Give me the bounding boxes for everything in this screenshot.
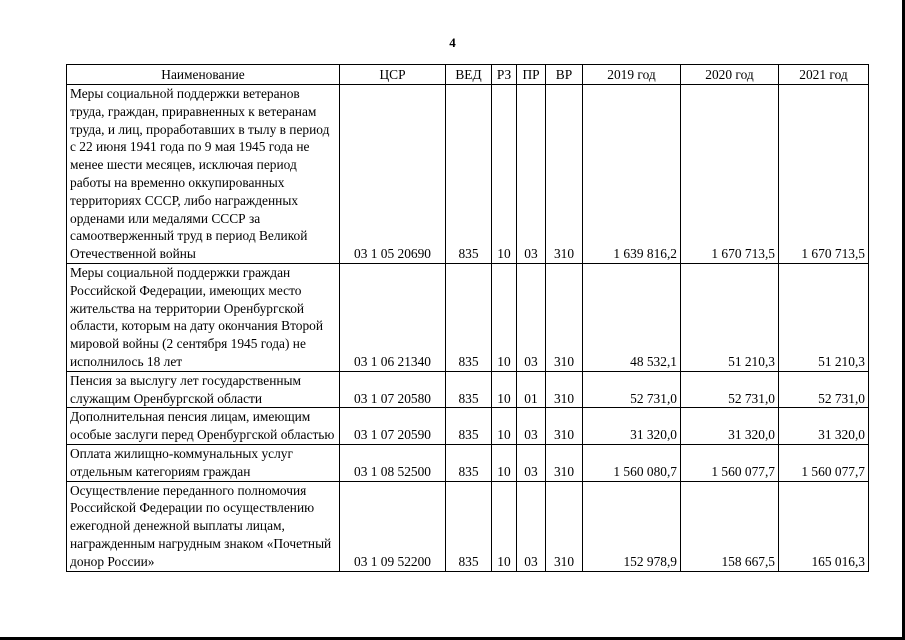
row-rz: 10 (492, 263, 517, 371)
row-vr: 310 (546, 444, 583, 481)
row-2020: 52 731,0 (681, 371, 779, 408)
table-row (67, 371, 869, 408)
budget-table (66, 64, 869, 572)
row-rz: 10 (492, 85, 517, 264)
header-row (67, 65, 869, 85)
row-2019: 152 978,9 (583, 481, 681, 571)
row-2021: 51 210,3 (779, 263, 869, 371)
header-2020: 2020 год (681, 65, 779, 85)
table-row (67, 263, 869, 371)
row-2020: 31 320,0 (681, 408, 779, 445)
row-rz: 10 (492, 408, 517, 445)
header-2021: 2021 год (779, 65, 869, 85)
row-csr: 03 1 07 20590 (340, 408, 446, 445)
header-2019: 2019 год (583, 65, 681, 85)
row-2020: 1 670 713,5 (681, 85, 779, 264)
row-rz: 10 (492, 371, 517, 408)
row-ved: 835 (446, 444, 492, 481)
row-ved: 835 (446, 263, 492, 371)
table-row (67, 408, 869, 445)
row-2021: 165 016,3 (779, 481, 869, 571)
row-2021: 52 731,0 (779, 371, 869, 408)
header-ved: ВЕД (446, 65, 492, 85)
page-number: 4 (449, 35, 456, 50)
row-ved: 835 (446, 408, 492, 445)
row-2021: 31 320,0 (779, 408, 869, 445)
row-name: Меры социальной поддержки ветеранов труда, граждан, приравненных к ветеранам труда, и лиц, проработавших в тылу в период с 22 июня 1941 года по 9 мая 1945 года не менее шести месяцев, исключая период работы на временно оккупированных территориях СССР, либо награжденных орденами или медалями СССР за самоотверженный труд в период Великой Отечественной войны (67, 85, 340, 264)
row-name: Пенсия за выслугу лет государственным служащим Оренбургской области (67, 371, 340, 408)
row-name: Дополнительная пенсия лицам, имеющим особые заслуги перед Оренбургской областью (67, 408, 340, 445)
row-csr: 03 1 08 52500 (340, 444, 446, 481)
row-ved: 835 (446, 481, 492, 571)
row-pr: 03 (517, 481, 546, 571)
row-name: Осуществление переданного полномочия Российской Федерации по осуществлению ежегодной денежной выплаты лицам, награжденным нагрудным знаком «Почетный донор России» (67, 481, 340, 571)
row-pr: 01 (517, 371, 546, 408)
row-2021: 1 560 077,7 (779, 444, 869, 481)
row-2020: 1 560 077,7 (681, 444, 779, 481)
header-vr: ВР (546, 65, 583, 85)
row-vr: 310 (546, 481, 583, 571)
row-csr: 03 1 07 20580 (340, 371, 446, 408)
row-ved: 835 (446, 371, 492, 408)
row-2021: 1 670 713,5 (779, 85, 869, 264)
row-pr: 03 (517, 444, 546, 481)
row-2019: 1 560 080,7 (583, 444, 681, 481)
header-csr: ЦСР (340, 65, 446, 85)
header-rz: РЗ (492, 65, 517, 85)
row-pr: 03 (517, 408, 546, 445)
table-row (67, 444, 869, 481)
row-csr: 03 1 06 21340 (340, 263, 446, 371)
row-vr: 310 (546, 408, 583, 445)
row-name: Оплата жилищно-коммунальных услуг отдельным категориям граждан (67, 444, 340, 481)
header-pr: ПР (517, 65, 546, 85)
row-vr: 310 (546, 263, 583, 371)
row-ved: 835 (446, 85, 492, 264)
row-2020: 158 667,5 (681, 481, 779, 571)
row-pr: 03 (517, 85, 546, 264)
row-name: Меры социальной поддержки граждан Российской Федерации, имеющих место жительства на территории Оренбургской области, которым на дату окончания Второй мировой войны (2 сентября 1945 года) не исполнилось 18 лет (67, 263, 340, 371)
table-row (67, 481, 869, 571)
row-2020: 51 210,3 (681, 263, 779, 371)
row-pr: 03 (517, 263, 546, 371)
row-csr: 03 1 09 52200 (340, 481, 446, 571)
row-2019: 52 731,0 (583, 371, 681, 408)
row-vr: 310 (546, 85, 583, 264)
row-rz: 10 (492, 444, 517, 481)
row-2019: 31 320,0 (583, 408, 681, 445)
row-csr: 03 1 05 20690 (340, 85, 446, 264)
row-vr: 310 (546, 371, 583, 408)
table-row (67, 85, 869, 264)
header-name: Наименование (67, 65, 340, 85)
row-2019: 1 639 816,2 (583, 85, 681, 264)
row-2019: 48 532,1 (583, 263, 681, 371)
row-rz: 10 (492, 481, 517, 571)
